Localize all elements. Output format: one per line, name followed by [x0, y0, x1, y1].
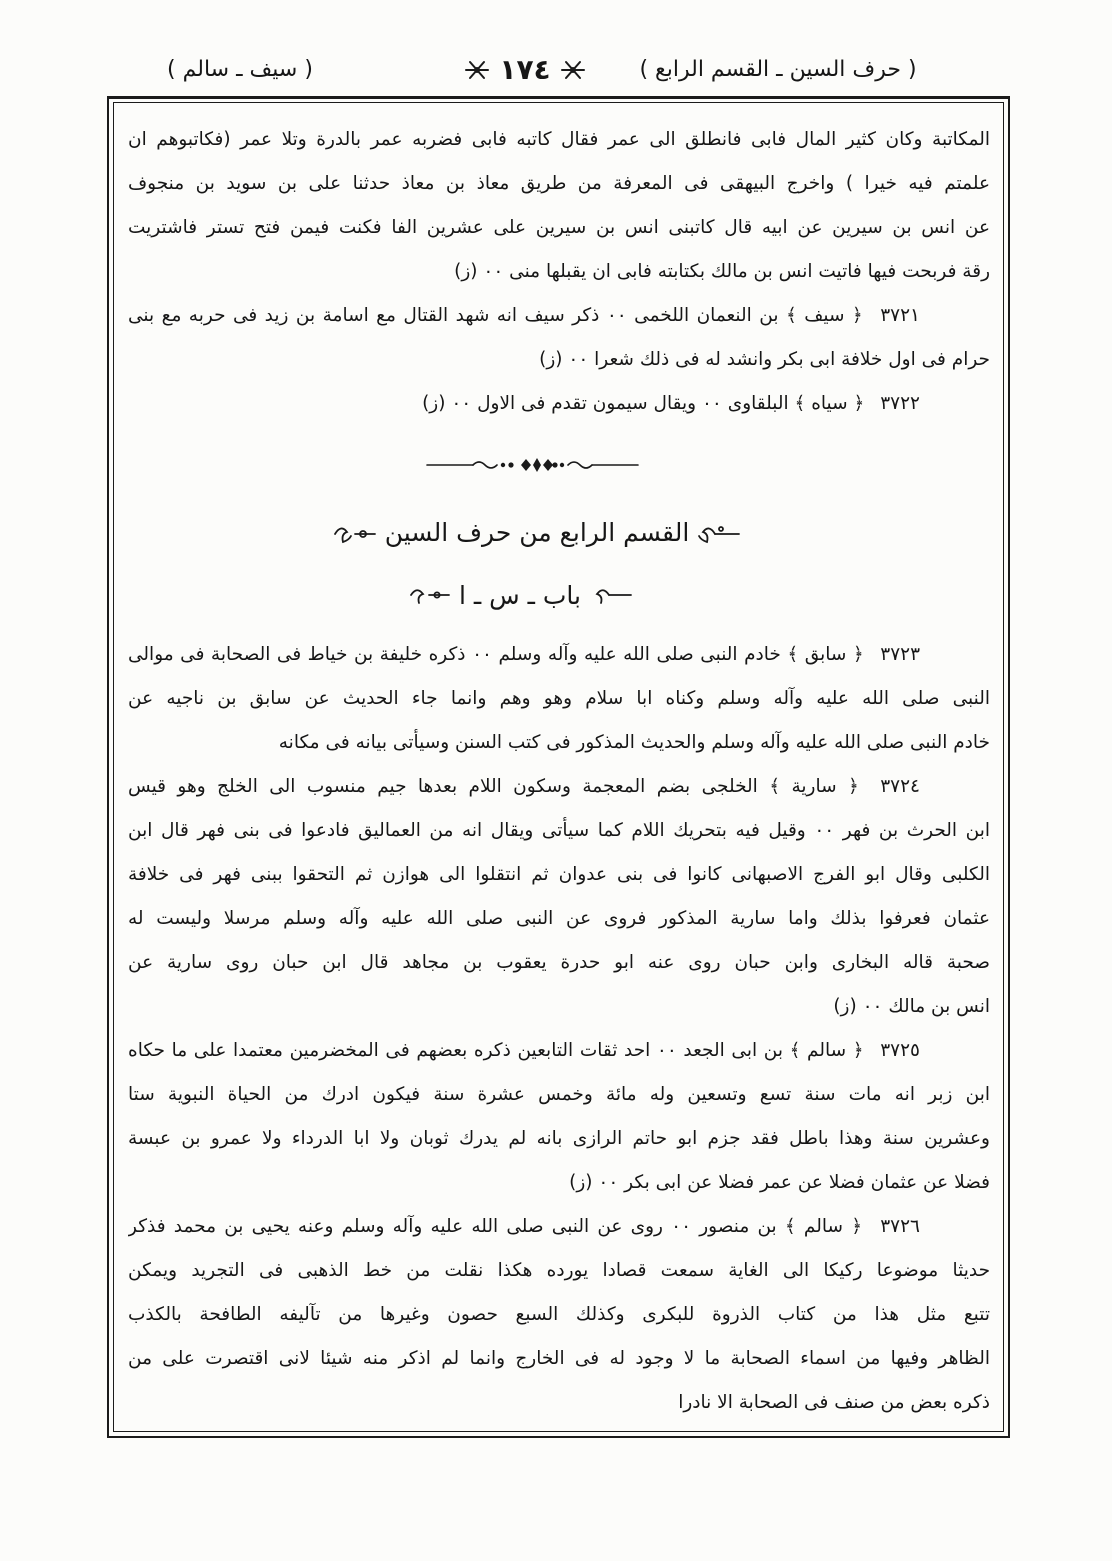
text-line: ابن زبر انه مات سنة تسع وتسعين وله مائة وخمس عشرة سنة فيكون ادرك من الحياة النبوية ستا	[128, 1084, 990, 1105]
entry-number: ٣٧٢٥	[880, 1040, 920, 1061]
text-line: الكلبى وقال ابو الفرج الاصبهانى كانوا فى بنى عدوان ثم انتقلوا الى هوازن ثم التحقوا ببنى فهر فى خلافة	[128, 864, 990, 885]
text-line: خادم النبى صلى الله عليه وآله وسلم والحديث المذكور فى كتب السنن وسيأتى بيانه فى مكانه	[278, 732, 990, 753]
section-heading-row	[297, 510, 777, 554]
entry-first-line	[128, 1205, 990, 1249]
text-line: صحبة قاله البخارى وابن حبان روى عنه ابو حدرة يعقوب بن مجاهد قال ابن حبان روى سارية عن	[128, 952, 990, 973]
entry-text: بن ابى الجعد ٠٠ احد ثقات التابعين ذكره بعضهم فى المخضرمين معتمدا على ما حكاه	[128, 1040, 783, 1061]
page-number: ١٧٤	[499, 53, 551, 86]
entry-first-line	[128, 294, 990, 338]
entry-first-line	[128, 382, 990, 426]
entry-text: خادم النبى صلى الله عليه وآله وسلم ٠٠ ذكره خليفة بن خياط فى الصحابة فى موالى	[128, 644, 781, 665]
flourish-ornament-icon	[333, 520, 377, 544]
text-line: علمتم فيه خيرا ) واخرج البيهقى فى المعرفة من طريق معاذ بن معاذ حدثنا على بن سويد بن منجوف	[128, 173, 990, 194]
text-line: ذكره بعض من صنف فى الصحابة الا نادرا	[678, 1392, 990, 1413]
text-line: فضلا عن عثمان فضلا عن عمر فضلا عن ابى بكر ٠٠ (ز)	[569, 1172, 990, 1193]
entry-name: ﴿ سارية ﴾	[769, 776, 859, 797]
section-heading: القسم الرابع من حرف السين	[384, 517, 690, 547]
flourish-ornament-icon	[697, 520, 741, 544]
entry-name: ﴿ سابق ﴾	[787, 644, 864, 665]
entry-name: ﴿ سياه ﴾	[794, 393, 865, 414]
entry-name: ﴿ سيف ﴾	[785, 305, 863, 326]
entry-name: ﴿ سالم ﴾	[784, 1216, 863, 1237]
text-block-previous-section	[128, 118, 990, 426]
text-line: المكاتبة وكان كثير المال فابى فانطلق الى عمر فقال كاتبه فابى فضربه عمر بالدرة وتلا عمر (فكاتبوهم ان	[128, 129, 990, 150]
entry-first-line	[128, 1029, 990, 1073]
chapter-heading: باب ـ س ـ ا	[459, 580, 582, 610]
text-line: حرام فى اول خلافة ابى بكر وانشد له فى ذلك شعرا ٠٠ (ز)	[539, 349, 990, 370]
page-number-box	[440, 48, 610, 92]
text-block-section-four	[128, 633, 990, 1425]
chapter-heading-row	[300, 573, 740, 617]
entry-text: البلقاوى ٠٠ ويقال سيمون تقدم فى الاول ٠٠ (ز)	[422, 393, 789, 414]
entry-text: بن منصور ٠٠ روى عن النبى صلى الله عليه وآله وسلم وعنه يحيى بن محمد فذكر	[128, 1216, 777, 1237]
text-line: عثمان فعرفوا بذلك واما سارية المذكور فروى عن النبى صلى الله عليه وآله وسلم مرسلا وليست له	[128, 908, 990, 929]
text-line: الظاهر وفيها من اسماء الصحابة ما لا وجود له فى الخارج وانما لم اذكر منه شيئا لانى اقتصرت على من	[128, 1348, 990, 1369]
ornamental-divider	[425, 455, 640, 475]
entry-number: ٣٧٢٦	[880, 1216, 920, 1237]
text-line: حديثا موضوعا ركيكا الى الغاية سمعت قصادا يورده هكذا نقلت من خط الذهبى فى التجريد ويمكن	[128, 1260, 990, 1281]
text-line: النبى صلى الله عليه وآله وسلم وكناه ابا سلام وهو وهم وانما جاء الحديث عن سابق بن ناجيه عن	[128, 688, 990, 709]
flourish-ornament-icon	[407, 583, 451, 607]
entry-text: بن النعمان اللخمى ٠٠ ذكر سيف انه شهد القتال مع اسامة بن زيد فى حربه مع بنى	[128, 305, 779, 326]
text-line: ابن الحرث بن فهر ٠٠ وقيل فيه بتحريك اللام كما سيأتى ويقال انه من العماليق فادعوا فى بنى فهر قال ابن	[128, 820, 990, 841]
entry-number: ٣٧٢٤	[880, 776, 920, 797]
text-line: انس بن مالك ٠٠ (ز)	[833, 996, 990, 1017]
text-line: عن انس بن سيرين عن ابيه قال كاتبنى انس بن سيرين على عشرين الفا فكنت فيمن فتح تستر فاشتريت	[128, 217, 990, 238]
text-line: وعشرين سنة وهذا باطل فقد جزم ابو حاتم الرازى بانه لم يدرك ثوبان ولا ابا الدرداء ولا عمرو بن عبسة	[128, 1128, 990, 1149]
entry-first-line	[128, 765, 990, 809]
entry-number: ٣٧٢٢	[880, 393, 920, 414]
starburst-ornament-icon	[463, 58, 491, 82]
entry-number: ٣٧٢٣	[880, 644, 921, 665]
entry-name: ﴿ سالم ﴾	[789, 1040, 864, 1061]
entry-first-line	[128, 633, 990, 677]
entry-text: الخلجى بضم المعجمة وسكون اللام بعدها جيم منسوب الى الخلج وهو قيس	[128, 776, 758, 797]
text-line: تتبع مثل هذا من كتاب الذروة للبكرى وكذلك السبع حصون وغيرها من تآليفه الطافحة بالكذب	[128, 1304, 990, 1325]
running-header-section: ( حرف السين ـ القسم الرابع )	[639, 57, 917, 82]
flourish-ornament-icon	[589, 583, 633, 607]
starburst-ornament-icon	[559, 58, 587, 82]
running-header-range: ( سيف ـ سالم )	[167, 57, 313, 82]
text-line: رقة فربحت فيها فاتيت انس بن مالك بكتابته فابى ان يقبلها منى ٠٠ (ز)	[454, 261, 990, 282]
entry-number: ٣٧٢١	[880, 305, 920, 326]
